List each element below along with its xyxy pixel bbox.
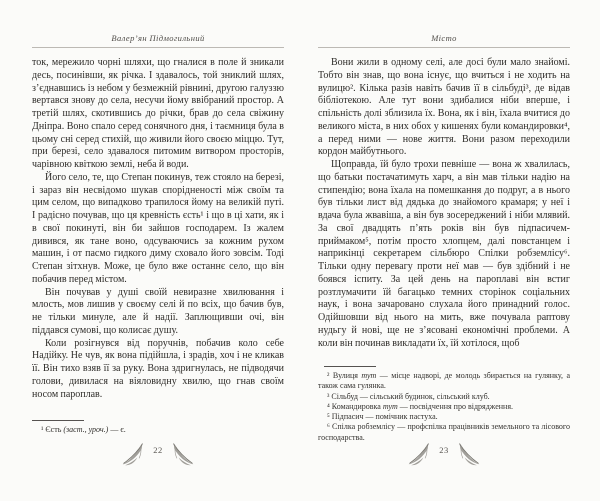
page-body <box>32 57 284 415</box>
footnote <box>318 412 570 422</box>
footnote <box>318 392 570 402</box>
footnotes-block <box>32 420 284 435</box>
footnote-text: — посвідчення про відрядження. <box>397 401 513 411</box>
page-number: 22 <box>153 445 163 455</box>
footnote <box>318 422 570 443</box>
footnote-text-italic: тут <box>382 401 398 411</box>
page-body <box>318 57 570 359</box>
laurel-wing-right-icon <box>456 441 482 467</box>
header-rule <box>318 47 570 48</box>
footnote-rule <box>324 366 376 367</box>
page-right <box>318 33 570 501</box>
footnote <box>32 425 284 435</box>
footnote-text: ⁵ Підпасич — помічник пастуха. <box>327 412 438 422</box>
footnote-text-italic: тут <box>361 371 377 380</box>
footnote <box>318 371 570 392</box>
laurel-wing-left-icon <box>120 441 146 467</box>
footnote-text: ⁶ Спілка робземлісу — профспілка працівників земельного та лісового господарства. <box>318 422 570 442</box>
page-number-ornament <box>32 441 284 467</box>
paragraph: Його село, те, що Степан покинув, теж стояло на березі, і зараз він несвідомо шукав спорідненості між своїм та цим селом, що випадково трапилося йому на великій путі. І радісно почував, що ця кревність єсть¹ і що в ці хати, як і в свої покинуті, він би зайшов господарем. Із жалем дивився, як тане воно, одсуваючись за кожним рухом машин, і от пасмо гидкого диму сховало його зовсім. Тоді Степан зітхнув. Може, це було вже останнє село, що він побачив перед містом. <box>32 171 284 285</box>
footnote <box>318 402 570 412</box>
footnote-rule <box>32 420 84 421</box>
footnote-text: — місце надворі, де молодь збирається на гулянку, а також сама гулянка. <box>318 371 570 391</box>
running-head-author: Валер’ян Підмогильний <box>111 33 205 43</box>
page-number: 23 <box>439 445 449 455</box>
laurel-wing-right-icon <box>170 441 196 467</box>
footnote-text: ² Вулиця <box>327 371 362 380</box>
footnote-text: ¹ Єсть <box>41 425 64 434</box>
header-rule <box>32 47 284 48</box>
footnote-text: — є. <box>108 425 126 434</box>
footnote-text-italic: (заст., уроч.) <box>63 425 109 434</box>
laurel-wing-left-icon <box>406 441 432 467</box>
page-number-ornament <box>318 441 570 467</box>
paragraph: ток, мережило чорні шляхи, що гналися в поле й зникали десь, посинівши, як річка. І здавалось, той зниклий шлях, з’єднавшись із небом у безмежній рівнині, другою галуззю вертався знову до села, несучи йому ввібраний простор. А третій шлях, скотившись до річки, брав до села свіжину Дніпра. Воно спало серед сонячного дня, і таємниця була в цьому сні серед стихій, що живили його своєю міццю. Тут, при березі, село здавалося питомим витвором просторів, чарівною квіткою землі, неба й води. <box>32 57 284 170</box>
paragraph: Коли розігнувся від поручнів, побачив коло себе Надійку. Не чув, як вона підійшла, і зрадів, хоч і не кликав її. Він тихо взяв її за руку. Вона здригнулась, не підводячи голови, дивилася на віяловидну хвилю, що гнав своїм носом пароплав. <box>32 337 284 400</box>
page-left <box>32 33 284 501</box>
footnote-text: ³ Сільбуд — сільський будинок, сільський клуб. <box>327 391 490 401</box>
running-head-title: Місто <box>431 33 457 43</box>
paragraph: Щоправда, їй було трохи певніше — вона ж хвалилась, що батьки постачатимуть харч, а він мав тільки надію на стипендію; вона їхала на помешкання до подруг, а в нього був тільки лист від дядька до знайомого крамаря; у неї і вдача була жвавіша, а він був зосереджений і ніби млявий. За свої двадцять п’ять років він був підпасичем-приймаком⁵, потім просто хлопцем, далі повстанцем і наприкінці секретарем сільбюро Спілки робземлісу⁶. Тільки одну перевагу проти неї мав — був здібний і не боявся іспиту. За цей день на пароплаві він встиг розтлумачити їй багацько темних сторінок соціальних наук, і вона зачаровано слухала його принадний голос. Одійшовши від нього на мить, вже почувала раптову нудьгу й нові, ще не з’ясовані економічні проблеми. А коли він починав викладати їх, їй хотілося, щоб <box>318 159 570 349</box>
footnote-text: ⁴ Командировка <box>327 401 383 411</box>
footnotes-block <box>318 366 570 443</box>
paragraph: Він почував у душі своїй невиразне хвилювання і млость, мов лишив у своєму селі й по всіх, що бачив був, не тільки минуле, але й надії. Заплющивши очі, він піддався сумові, що колисає душу. <box>32 286 284 336</box>
paragraph: Вони жили в одному селі, але досі були мало знайомі. Тобто він знав, що вона існує, що вчиться і не ходить на вулицю². Кілька разів навіть бачив її в сільбуді³, де відав бібліотекою. Але тут вони здибалися ніби вперше, і спільність долі зблизила їх. Вона, як і він, їхала вчитися до великого міста, в них обох у кишенях були командировки⁴, а перед ними — нове життя. Вони разом переходили кордон майбутнього. <box>318 57 570 158</box>
